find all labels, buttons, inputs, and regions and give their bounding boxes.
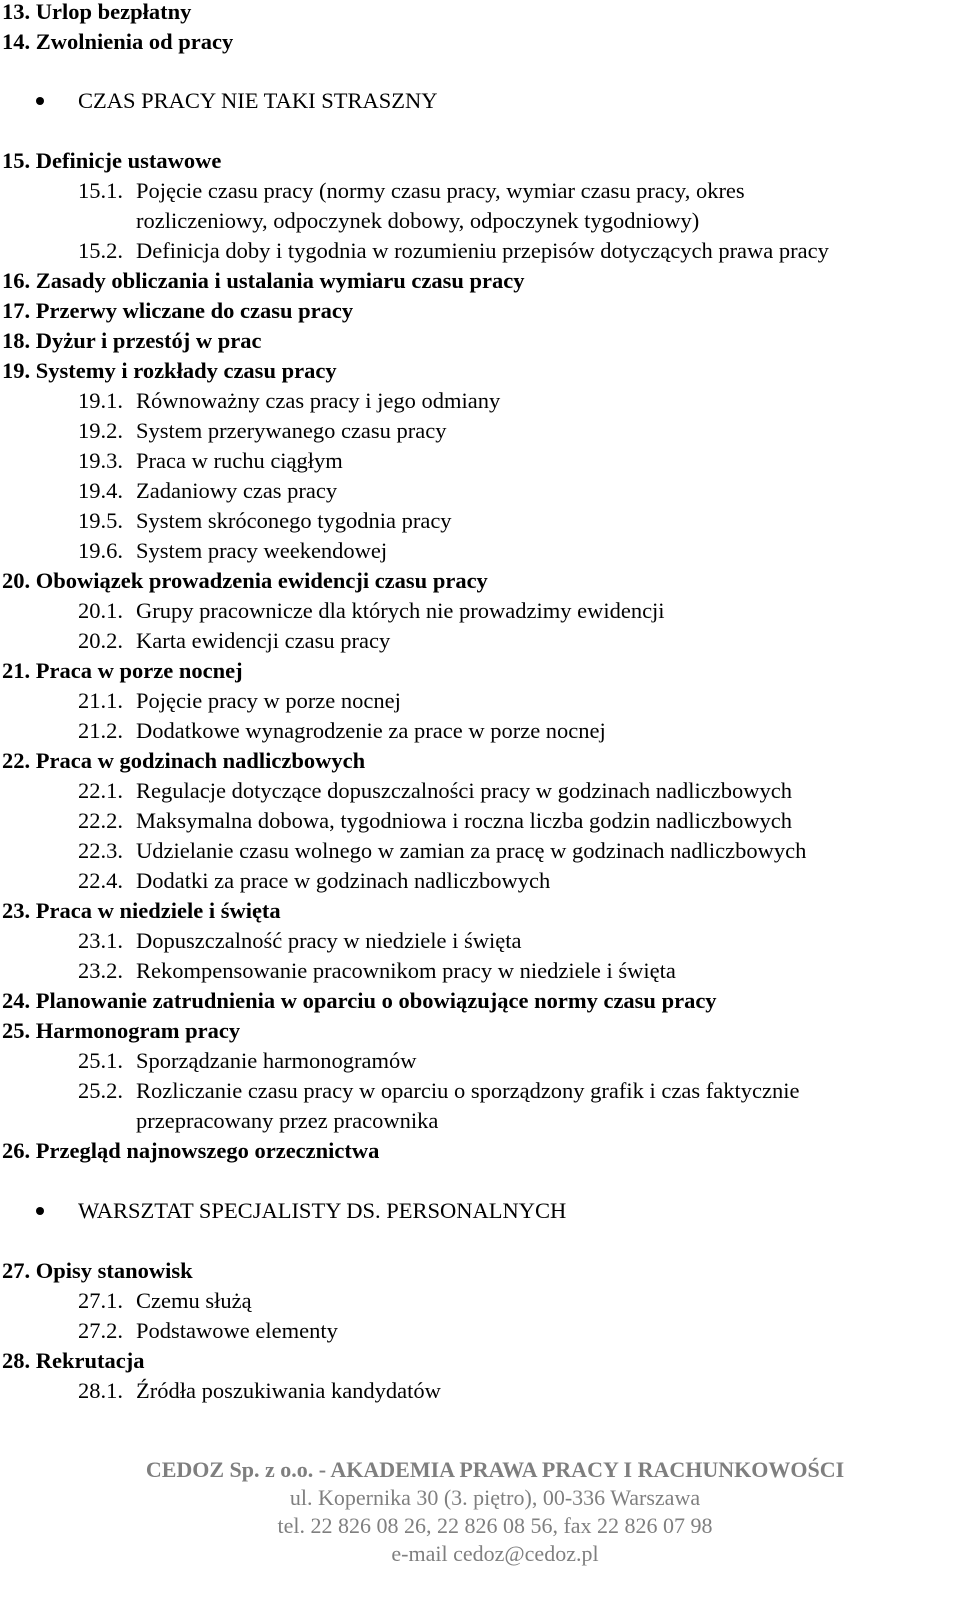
toc-number: 19. xyxy=(2,358,31,383)
toc-subitem-20-2 xyxy=(78,626,390,656)
toc-number: 27. xyxy=(2,1258,31,1283)
toc-subitem-19-1 xyxy=(78,386,500,416)
toc-title: Definicja doby i tygodnia w rozumieniu przepisów dotyczących prawa pracy xyxy=(136,238,829,263)
toc-number: 22.2. xyxy=(78,808,123,833)
toc-number: 28. xyxy=(2,1348,31,1373)
toc-number: 19.2. xyxy=(78,418,123,443)
toc-number: 19.6. xyxy=(78,538,123,563)
toc-number: 19.4. xyxy=(78,478,123,503)
toc-number: 26. xyxy=(2,1138,31,1163)
footer-company-name: CEDOZ Sp. z o.o. - AKADEMIA PRAWA PRACY I RACHUNKOWOŚCI xyxy=(145,1457,845,1482)
toc-title: Definicje ustawowe xyxy=(35,148,222,173)
toc-number: 21.1. xyxy=(78,688,123,713)
toc-subitem-19-5 xyxy=(78,506,452,536)
toc-title: Dodatkowe wynagrodzenie za prace w porze nocnej xyxy=(136,718,606,743)
toc-heading-24 xyxy=(2,986,717,1016)
toc-title: Praca w godzinach nadliczbowych xyxy=(35,748,366,773)
toc-title: Rozliczanie czasu pracy w oparciu o sporządzony grafik i czas faktycznie xyxy=(136,1078,800,1103)
toc-number: 13. xyxy=(2,0,31,24)
toc-number: 22.4. xyxy=(78,868,123,893)
toc-heading-28 xyxy=(2,1346,144,1376)
toc-number: 20.1. xyxy=(78,598,123,623)
toc-subitem-22-3 xyxy=(78,836,806,866)
footer-email: e-mail cedoz@cedoz.pl xyxy=(391,1541,599,1566)
toc-number: 27.1. xyxy=(78,1288,123,1313)
toc-title: Czemu służą xyxy=(136,1288,252,1313)
toc-number: 25. xyxy=(2,1018,31,1043)
toc-number: 22.1. xyxy=(78,778,123,803)
toc-title: System pracy weekendowej xyxy=(136,538,388,563)
toc-subitem-19-6 xyxy=(78,536,387,566)
toc-number: 21. xyxy=(2,658,31,683)
toc-number: 19.5. xyxy=(78,508,123,533)
toc-number: 22. xyxy=(2,748,31,773)
toc-title: Przerwy wliczane do czasu pracy xyxy=(35,298,354,323)
toc-heading-22 xyxy=(2,746,365,776)
toc-subitem-19-4 xyxy=(78,476,337,506)
toc-heading-27 xyxy=(2,1256,193,1286)
toc-heading-14 xyxy=(2,27,233,57)
toc-title: Praca w ruchu ciągłym xyxy=(136,448,343,473)
toc-heading-16 xyxy=(2,266,525,296)
toc-heading-23 xyxy=(2,896,281,926)
toc-title: Zasady obliczania i ustalania wymiaru czasu pracy xyxy=(35,268,525,293)
toc-subitem-22-4 xyxy=(78,866,550,896)
toc-subitem-15-1 xyxy=(78,176,745,206)
toc-title: Systemy i rozkłady czasu pracy xyxy=(35,358,337,383)
toc-subitem-27-2 xyxy=(78,1316,338,1346)
toc-number: 23. xyxy=(2,898,31,923)
bullet-icon xyxy=(36,97,44,105)
toc-subitem-21-2 xyxy=(78,716,606,746)
toc-title: Grupy pracownicze dla których nie prowadzimy ewidencji xyxy=(136,598,665,623)
toc-title: Pojęcie czasu pracy (normy czasu pracy, wymiar czasu pracy, okres xyxy=(136,178,745,203)
toc-title: Planowanie zatrudnienia w oparciu o obowiązujące normy czasu pracy xyxy=(35,988,717,1013)
section-title-czas-pracy: CZAS PRACY NIE TAKI STRASZNY xyxy=(78,88,438,113)
toc-title: Regulacje dotyczące dopuszczalności pracy w godzinach nadliczbowych xyxy=(136,778,792,803)
toc-heading-18 xyxy=(2,326,262,356)
toc-title: Urlop bezpłatny xyxy=(35,0,192,24)
toc-subitem-28-1 xyxy=(78,1376,441,1406)
toc-number: 20.2. xyxy=(78,628,123,653)
toc-number: 23.2. xyxy=(78,958,123,983)
toc-title: Maksymalna dobowa, tygodniowa i roczna liczba godzin nadliczbowych xyxy=(136,808,793,833)
toc-number: 23.1. xyxy=(78,928,123,953)
toc-heading-20 xyxy=(2,566,488,596)
toc-heading-13 xyxy=(2,0,191,27)
toc-number: 15.2. xyxy=(78,238,123,263)
toc-number: 24. xyxy=(2,988,31,1013)
toc-title: Udzielanie czasu wolnego w zamian za pracę w godzinach nadliczbowych xyxy=(136,838,807,863)
toc-subitem-27-1 xyxy=(78,1286,252,1316)
toc-subitem-15-1-continuation: rozliczeniowy, odpoczynek dobowy, odpoczynek tygodniowy) xyxy=(136,208,700,233)
toc-subitem-21-1 xyxy=(78,686,401,716)
toc-number: 15.1. xyxy=(78,178,123,203)
toc-title: Sporządzanie harmonogramów xyxy=(136,1048,417,1073)
toc-title: System przerywanego czasu pracy xyxy=(136,418,447,443)
toc-heading-19 xyxy=(2,356,337,386)
toc-title: Podstawowe elementy xyxy=(136,1318,338,1343)
toc-subitem-19-2 xyxy=(78,416,447,446)
toc-title: Opisy stanowisk xyxy=(35,1258,193,1283)
toc-title: System skróconego tygodnia pracy xyxy=(136,508,452,533)
toc-number: 21.2. xyxy=(78,718,123,743)
toc-subitem-22-1 xyxy=(78,776,792,806)
toc-title: Dyżur i przestój w prac xyxy=(35,328,262,353)
toc-title: Praca w niedziele i święta xyxy=(35,898,281,923)
toc-heading-17 xyxy=(2,296,353,326)
toc-title: Zadaniowy czas pracy xyxy=(136,478,338,503)
toc-title: Równoważny czas pracy i jego odmiany xyxy=(136,388,501,413)
toc-number: 18. xyxy=(2,328,31,353)
toc-title: Dopuszczalność pracy w niedziele i święta xyxy=(136,928,522,953)
toc-number: 19.1. xyxy=(78,388,123,413)
toc-subitem-22-2 xyxy=(78,806,792,836)
toc-number: 16. xyxy=(2,268,31,293)
toc-heading-25 xyxy=(2,1016,240,1046)
toc-title: Harmonogram pracy xyxy=(35,1018,241,1043)
toc-number: 20. xyxy=(2,568,31,593)
toc-title: Pojęcie pracy w porze nocnej xyxy=(136,688,401,713)
toc-title: Zwolnienia od pracy xyxy=(35,29,234,54)
toc-heading-26 xyxy=(2,1136,379,1166)
toc-title: Karta ewidencji czasu pracy xyxy=(136,628,391,653)
toc-number: 28.1. xyxy=(78,1378,123,1403)
toc-title: Rekompensowanie pracownikom pracy w niedziele i święta xyxy=(136,958,676,983)
footer-address: ul. Kopernika 30 (3. piętro), 00-336 Warszawa xyxy=(289,1485,701,1510)
toc-number: 15. xyxy=(2,148,31,173)
bullet-icon xyxy=(36,1207,44,1215)
toc-number: 25.2. xyxy=(78,1078,123,1103)
toc-subitem-25-2-continuation: przepracowany przez pracownika xyxy=(136,1108,439,1133)
toc-number: 22.3. xyxy=(78,838,123,863)
toc-subitem-20-1 xyxy=(78,596,665,626)
toc-title: Źródła poszukiwania kandydatów xyxy=(136,1378,441,1403)
toc-heading-21 xyxy=(2,656,243,686)
toc-subitem-15-2 xyxy=(78,236,829,266)
toc-heading-15 xyxy=(2,146,221,176)
toc-subitem-25-1 xyxy=(78,1046,417,1076)
toc-subitem-19-3 xyxy=(78,446,343,476)
toc-subitem-23-2 xyxy=(78,956,676,986)
toc-number: 25.1. xyxy=(78,1048,123,1073)
toc-subitem-25-2 xyxy=(78,1076,799,1106)
toc-title: Praca w porze nocnej xyxy=(35,658,243,683)
toc-title: Rekrutacja xyxy=(35,1348,145,1373)
toc-number: 19.3. xyxy=(78,448,123,473)
toc-number: 27.2. xyxy=(78,1318,123,1343)
section-title-warsztat: WARSZTAT SPECJALISTY DS. PERSONALNYCH xyxy=(78,1198,567,1223)
toc-title: Dodatki za prace w godzinach nadliczbowych xyxy=(136,868,551,893)
toc-subitem-23-1 xyxy=(78,926,521,956)
toc-number: 14. xyxy=(2,29,31,54)
toc-title: Obowiązek prowadzenia ewidencji czasu pracy xyxy=(35,568,488,593)
toc-title: Przegląd najnowszego orzecznictwa xyxy=(35,1138,380,1163)
toc-number: 17. xyxy=(2,298,31,323)
footer-phone: tel. 22 826 08 26, 22 826 08 56, fax 22 826 07 98 xyxy=(277,1513,713,1538)
